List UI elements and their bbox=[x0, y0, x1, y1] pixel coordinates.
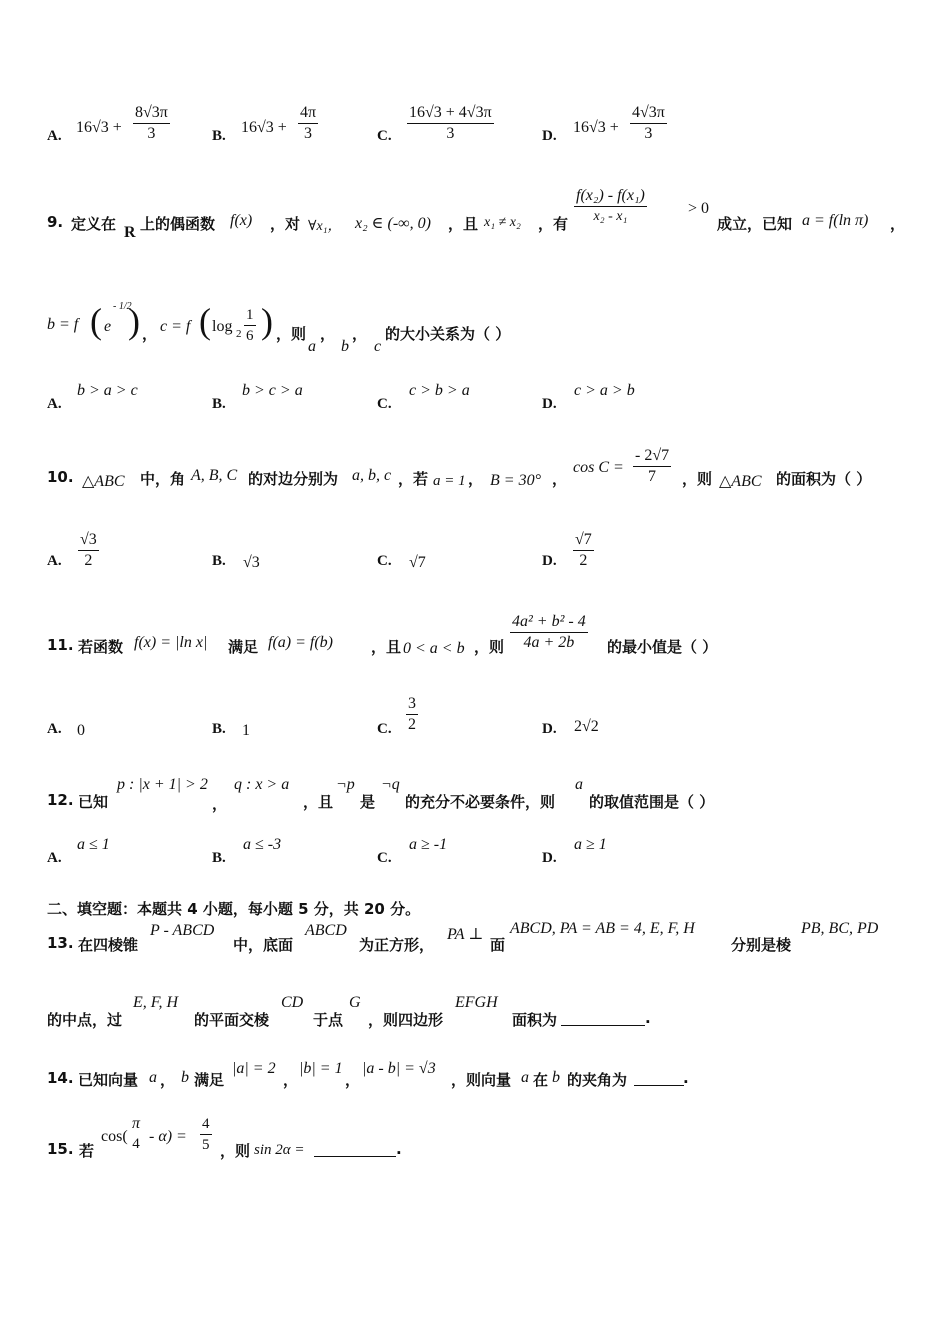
q11-text: 满足 bbox=[228, 638, 259, 656]
q12-text: 是 bbox=[360, 793, 376, 811]
q9-text: ，有 bbox=[538, 215, 569, 233]
q14-answer-blank[interactable] bbox=[634, 1085, 684, 1086]
q10-option-b-label[interactable]: B. bbox=[212, 553, 226, 569]
q9-fx: f(x) bbox=[230, 212, 253, 229]
q10-option-a-fraction: $\frac{√3}{2}$ bbox=[80, 531, 97, 569]
q15-four-fifths: $\frac{4}{5}$ bbox=[202, 1116, 210, 1153]
q9-text: ，对 bbox=[270, 215, 301, 233]
q11-option-c-label[interactable]: C. bbox=[377, 721, 392, 737]
q13-text: 于点 bbox=[313, 1011, 344, 1029]
q9-e-exponent: - 1/2 bbox=[113, 301, 132, 312]
q13-cd: CD bbox=[281, 994, 304, 1011]
q14-text: ，则向量 bbox=[451, 1071, 512, 1089]
q10-option-d-fraction: $\frac{√7}{2}$ bbox=[575, 531, 592, 569]
q9-number: 9. bbox=[47, 213, 64, 231]
q14-norm-a: |a| = 2 bbox=[232, 1060, 276, 1077]
q10-text: 中，角 bbox=[140, 470, 186, 488]
q12-number: 12. bbox=[47, 791, 74, 809]
q12-option-a-text: a ≤ 1 bbox=[77, 836, 110, 853]
q13-text: 面 bbox=[490, 936, 506, 954]
q13-base: ABCD bbox=[305, 922, 347, 939]
q11-text: ，则 bbox=[474, 638, 505, 656]
q14-comma: ， bbox=[283, 1071, 299, 1089]
q11-fraction: $\frac{\text{4a² + b² - 4}}{4a + 2b}$ bbox=[512, 613, 586, 651]
q14-vector-b: b bbox=[181, 1069, 189, 1086]
q11-equation: f(a) = f(b) bbox=[268, 634, 333, 651]
q11-function: f(x) = |ln x| bbox=[134, 634, 208, 651]
q10-option-c-label[interactable]: C. bbox=[377, 553, 392, 569]
q13-text: 分别是棱 bbox=[731, 936, 792, 954]
q13-perpendicular: PA ⊥ bbox=[447, 926, 484, 943]
q9-option-b-label[interactable]: B. bbox=[212, 396, 226, 412]
q12-option-c-text: a ≥ -1 bbox=[409, 836, 448, 853]
q15-text: 若 bbox=[79, 1142, 95, 1160]
q14-vector-a: a bbox=[149, 1069, 157, 1086]
q9-comma: ， bbox=[142, 325, 158, 343]
q14-vector-b: b bbox=[552, 1069, 560, 1086]
q10-option-d-label[interactable]: D. bbox=[542, 553, 557, 569]
q13-text: 在四棱锥 bbox=[78, 936, 139, 954]
q15-text: ，则 bbox=[220, 1142, 251, 1160]
q12-not-q: ¬q bbox=[381, 776, 400, 793]
q9-text: 的大小关系为（ ） bbox=[385, 325, 511, 343]
q12-var-a: a bbox=[575, 776, 583, 793]
q14-comma: ， bbox=[345, 1071, 361, 1089]
q13-text: 面积为 bbox=[512, 1011, 558, 1029]
q9-option-d-text: c > a > b bbox=[574, 382, 635, 399]
q8-option-b-fraction: $\frac{4\pi}{3}$ bbox=[300, 104, 317, 142]
q8-option-d-label[interactable]: D. bbox=[542, 128, 557, 144]
q11-option-c-fraction: $\frac{3}{2}$ bbox=[408, 695, 416, 733]
q12-option-b-label[interactable]: B. bbox=[212, 850, 226, 866]
q13-conditions: ABCD, PA = AB = 4, E, F, H bbox=[510, 920, 695, 937]
q9-neq: x₁ ≠ x₂ bbox=[484, 215, 521, 230]
q8-option-a-label[interactable]: A. bbox=[47, 128, 62, 144]
q9-var-a: a bbox=[308, 338, 316, 355]
q15-answer-blank[interactable] bbox=[314, 1156, 396, 1157]
q13-text: 中，底面 bbox=[233, 936, 294, 954]
q10-angles: A, B, C bbox=[191, 467, 238, 484]
q9-option-c-label[interactable]: C. bbox=[377, 396, 392, 412]
q10-text: ，若 bbox=[398, 470, 429, 488]
q15-period: . bbox=[396, 1140, 402, 1158]
q9-paren-right: ) bbox=[128, 301, 140, 341]
q13-answer-blank[interactable] bbox=[561, 1025, 645, 1026]
q11-option-d-label[interactable]: D. bbox=[542, 721, 557, 737]
q9-option-a-label[interactable]: A. bbox=[47, 396, 62, 412]
q9-text: ， bbox=[890, 215, 906, 233]
q9-var-b: b bbox=[341, 338, 349, 355]
q15-pi-over-4: π 4 bbox=[132, 1115, 141, 1152]
q9-paren-left: ( bbox=[199, 301, 211, 341]
q13-text: 的平面交棱 bbox=[194, 1011, 270, 1029]
q9-text: ，且 bbox=[448, 215, 479, 233]
q12-text: 的充分不必要条件，则 bbox=[405, 793, 556, 811]
q9-a-def: a = f(ln π) bbox=[802, 212, 869, 229]
q10-option-c-text: √7 bbox=[409, 554, 426, 571]
q9-difference-quotient: $\frac{\text{f(x₂) - f(x₁)}}{\text{x₂ - x₁}}$ bbox=[576, 187, 645, 224]
q11-option-a-label[interactable]: A. bbox=[47, 721, 62, 737]
q14-text: 满足 bbox=[194, 1071, 225, 1089]
section-heading: 二、填空题：本题共 4 小题，每小题 5 分，共 20 分。 bbox=[47, 900, 421, 918]
q10-text: ，则 bbox=[682, 470, 713, 488]
q9-e: e bbox=[104, 318, 112, 335]
q11-text: 若函数 bbox=[78, 638, 124, 656]
q14-norm-b: |b| = 1 bbox=[299, 1060, 343, 1077]
q8-option-b-label[interactable]: B. bbox=[212, 128, 226, 144]
q11-number: 11. bbox=[47, 636, 74, 654]
q10-comma: ， bbox=[552, 470, 568, 488]
q10-number: 10. bbox=[47, 468, 74, 486]
q9-forall: ∀x₁， bbox=[308, 219, 342, 234]
q13-g: G bbox=[349, 994, 361, 1011]
q8-option-a-lead: 16√3 + bbox=[76, 119, 122, 136]
q10-comma: ， bbox=[468, 470, 484, 488]
q12-proposition-q: q : x > a bbox=[234, 776, 290, 793]
q14-period: . bbox=[683, 1069, 689, 1087]
q10-text: 的面积为（ ） bbox=[776, 470, 872, 488]
q9-option-b-text: b > c > a bbox=[242, 382, 303, 399]
q11-option-b-text: 1 bbox=[242, 722, 250, 739]
q9-comma: ， bbox=[352, 325, 368, 343]
q9-text: ，则 bbox=[276, 325, 307, 343]
q11-option-d-text: 2√2 bbox=[574, 718, 599, 735]
q15-number: 15. bbox=[47, 1140, 74, 1158]
q8-option-d-lead: 16√3 + bbox=[573, 119, 619, 136]
q8-option-d-fraction: $\frac{4√3\pi}{3}$ bbox=[632, 104, 665, 142]
q12-option-b-text: a ≤ -3 bbox=[243, 836, 282, 853]
q11-option-b-label[interactable]: B. bbox=[212, 721, 226, 737]
q8-option-c-fraction: $\frac{16√3 + 4√3\pi}{3}$ bbox=[409, 104, 492, 142]
q15-minus-alpha: - α) = bbox=[149, 1128, 187, 1145]
q13-text: ，则四边形 bbox=[368, 1011, 444, 1029]
q9-x2-domain: x₂ ∈ (-∞, 0) bbox=[355, 215, 431, 232]
q11-inequality: 0 < a < b bbox=[403, 640, 465, 657]
q10-angle-b: B = 30° bbox=[490, 472, 541, 489]
q14-norm-diff: |a - b| = √3 bbox=[362, 1060, 436, 1077]
q9-one-sixth: $\frac{1}{6}$ bbox=[246, 307, 254, 344]
q14-text: 在 bbox=[533, 1071, 549, 1089]
q12-text: 的取值范围是（ ） bbox=[589, 793, 715, 811]
q9-paren-right: ) bbox=[261, 301, 273, 341]
q9-text: 成立，已知 bbox=[717, 215, 793, 233]
q9-text: 定义在 bbox=[71, 215, 117, 233]
q10-cos-c-fraction: $\frac{- 2√7}{7}$ bbox=[635, 447, 670, 485]
q14-comma: ， bbox=[160, 1071, 176, 1089]
q9-var-c: c bbox=[374, 338, 382, 355]
q9-c-def: c = f bbox=[160, 318, 191, 335]
q10-option-b-text: √3 bbox=[243, 554, 260, 571]
q9-text: 上的偶函数 bbox=[140, 215, 216, 233]
q14-text: 的夹角为 bbox=[567, 1071, 628, 1089]
q9-paren-left: ( bbox=[90, 301, 102, 341]
q13-period: . bbox=[645, 1009, 651, 1027]
q10-triangle: △ABC bbox=[719, 473, 762, 490]
q8-option-b-lead: 16√3 + bbox=[241, 119, 287, 136]
q12-not-p: ¬p bbox=[336, 776, 355, 793]
q13-efgh: EFGH bbox=[455, 994, 498, 1011]
q12-proposition-p: p : |x + 1| > 2 bbox=[117, 776, 208, 793]
q12-option-d-text: a ≥ 1 bbox=[574, 836, 607, 853]
q9-option-c-text: c > b > a bbox=[409, 382, 470, 399]
q13-text: 的中点，过 bbox=[47, 1011, 123, 1029]
q9-option-d-label[interactable]: D. bbox=[542, 396, 557, 412]
q9-real-set: R bbox=[124, 224, 136, 241]
q14-number: 14. bbox=[47, 1069, 74, 1087]
q9-gt0: > 0 bbox=[688, 200, 710, 217]
q10-triangle: △ABC bbox=[82, 473, 125, 490]
q12-option-c-label[interactable]: C. bbox=[377, 850, 392, 866]
q13-pyramid: P - ABCD bbox=[150, 922, 215, 939]
q11-text: ，且 bbox=[371, 638, 402, 656]
q13-text: 为正方形， bbox=[359, 936, 435, 954]
q14-vector-a: a bbox=[521, 1069, 529, 1086]
q15-sin: sin 2α = bbox=[254, 1142, 305, 1158]
q10-sides: a, b, c bbox=[352, 467, 392, 484]
q13-number: 13. bbox=[47, 934, 74, 952]
q10-option-a-label[interactable]: A. bbox=[47, 553, 62, 569]
q10-text: 的对边分别为 bbox=[248, 470, 339, 488]
q12-text: 已知 bbox=[78, 793, 109, 811]
q8-option-a-fraction: $\frac{8√3\pi}{3}$ bbox=[135, 104, 168, 142]
q10-a-equals-1: a = 1 bbox=[433, 473, 466, 489]
q9-b-def: b = f bbox=[47, 316, 79, 333]
q13-edges: PB, BC, PD bbox=[801, 920, 879, 937]
q12-comma: ， bbox=[212, 795, 228, 813]
q14-text: 已知向量 bbox=[78, 1071, 139, 1089]
q12-option-d-label[interactable]: D. bbox=[542, 850, 557, 866]
q9-log-base: 2 bbox=[236, 328, 242, 340]
q9-option-a-text: b > a > c bbox=[77, 382, 138, 399]
q12-option-a-label[interactable]: A. bbox=[47, 850, 62, 866]
q9-comma: ， bbox=[320, 325, 336, 343]
q13-efh: E, F, H bbox=[133, 994, 179, 1011]
q10-cos-c: cos C = bbox=[573, 459, 624, 476]
q8-option-c-label[interactable]: C. bbox=[377, 128, 392, 144]
q11-option-a-text: 0 bbox=[77, 722, 85, 739]
q9-log: log bbox=[212, 318, 233, 335]
q11-text: 的最小值是（ ） bbox=[607, 638, 718, 656]
q12-text: ，且 bbox=[303, 793, 334, 811]
q15-cos: cos( bbox=[101, 1128, 128, 1145]
